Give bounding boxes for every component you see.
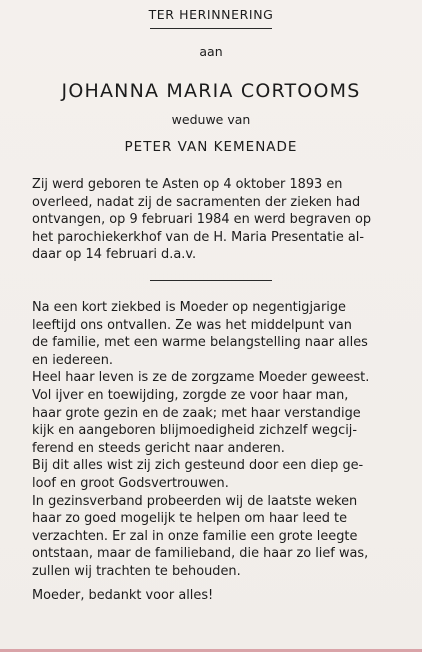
closing-line: Moeder, bedankt voor alles!	[32, 587, 214, 603]
card-heading: TER HERINNERING	[148, 7, 274, 22]
tribute-line: Heel haar leven is ze de zorgzame Moeder geweest.	[32, 370, 370, 386]
biography-line: ontvangen, op 9 februari 1984 en werd begraven op	[32, 212, 372, 228]
section-divider	[150, 280, 272, 281]
tribute-line: loof en groot Godsvertrouwen.	[32, 475, 229, 491]
deceased-name: JOHANNA MARIA CORTOOMS	[61, 80, 361, 102]
tribute-line: verzachten. Er zal in onze familie een grote leegte	[32, 528, 358, 544]
tribute-line: leeftijd ons ontvallen. Ze was het middelpunt van	[32, 317, 352, 333]
tribute-line: Vol ijver en toewijding, zorgde ze voor haar man,	[32, 387, 349, 403]
tribute-line: en iedereen.	[32, 352, 113, 368]
tribute-line: ferend en steeds gericht naar anderen.	[32, 440, 285, 456]
tribute-line: haar zo goed mogelijk te helpen om haar leed te	[32, 511, 348, 527]
tribute-line: ontstaan, maar de familieband, die haar zo lief was,	[32, 546, 369, 562]
tribute-line: de familie, met een warme belangstelling naar alles	[32, 335, 368, 351]
tribute-text	[32, 299, 422, 604]
tribute-line: Bij dit alles wist zij zich gesteund door een diep ge-	[32, 458, 364, 474]
biography-paragraph	[32, 176, 422, 264]
tribute-line: haar grote gezin en de zaak; met haar verstandige	[32, 405, 361, 421]
biography-line: Zij werd geboren te Asten op 4 oktober 1893 en	[32, 177, 343, 192]
biography-line: daar op 14 februari d.a.v.	[32, 247, 197, 263]
tribute-line: kijk en aangeboren blijmoedigheid zichzelf wegcij-	[32, 423, 358, 439]
aan-label: aan	[199, 44, 223, 59]
widow-of-label: weduwe van	[171, 112, 251, 127]
heading-divider	[150, 28, 272, 29]
husband-name: PETER VAN KEMENADE	[124, 139, 298, 155]
biography-line: het parochiekerkhof van de H. Maria Presentatie al-	[32, 229, 365, 245]
tribute-line: In gezinsverband probeerden wij de laatste weken	[32, 493, 358, 509]
tribute-line: Na een kort ziekbed is Moeder op negentigjarige	[32, 300, 346, 315]
biography-line: overleed, nadat zij de sacramenten der zieken had	[32, 194, 361, 210]
tribute-line: zullen wij trachten te behouden.	[32, 563, 241, 579]
